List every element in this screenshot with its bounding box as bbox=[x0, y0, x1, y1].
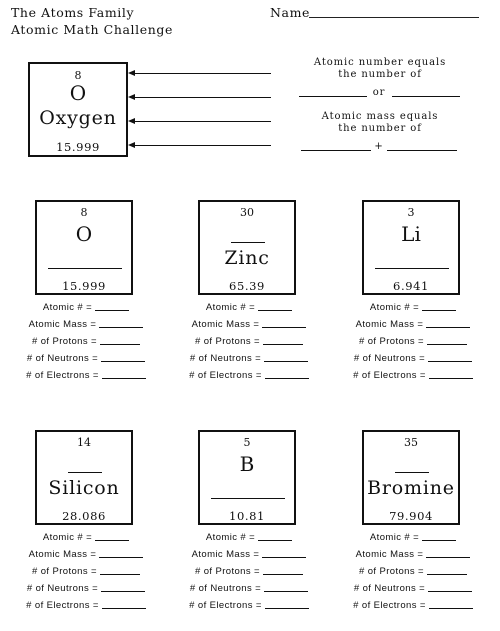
or-label: or bbox=[372, 87, 386, 98]
answer-blank[interactable] bbox=[428, 361, 472, 362]
element-box bbox=[362, 200, 460, 295]
question-row bbox=[32, 336, 140, 347]
atomic-number-note-line1: Atomic number equals bbox=[313, 57, 447, 68]
arrow-to-number bbox=[134, 73, 271, 74]
question-label: # of Neutrons = bbox=[353, 583, 426, 594]
element-atomic-mass: 65.39 bbox=[229, 279, 265, 293]
question-row bbox=[206, 302, 292, 313]
question-label: # of Protons = bbox=[31, 336, 97, 347]
worksheet-title: The Atoms Family bbox=[11, 5, 135, 20]
answer-blank[interactable] bbox=[422, 310, 456, 311]
answer-blank[interactable] bbox=[258, 540, 292, 541]
question-label: Atomic # = bbox=[205, 302, 256, 313]
question-label: Atomic # = bbox=[205, 532, 256, 543]
example-atomic-mass: 15.999 bbox=[56, 140, 100, 154]
example-element-box bbox=[28, 62, 128, 157]
atomic-mass-note-line1: Atomic mass equals bbox=[321, 111, 439, 122]
element-name: Zinc bbox=[224, 247, 270, 269]
element-symbol: O bbox=[75, 222, 93, 246]
element-atomic-number: 3 bbox=[407, 206, 415, 219]
question-row bbox=[206, 532, 292, 543]
element-name-blank[interactable] bbox=[375, 268, 449, 269]
question-label: Atomic # = bbox=[369, 302, 420, 313]
answer-blank[interactable] bbox=[427, 344, 467, 345]
element-atomic-number: 5 bbox=[243, 436, 251, 449]
answer-blank[interactable] bbox=[95, 310, 129, 311]
question-label: # of Protons = bbox=[358, 336, 424, 347]
question-label: # of Electrons = bbox=[26, 370, 99, 381]
example-atomic-number: 8 bbox=[74, 69, 82, 82]
question-label: # of Electrons = bbox=[353, 370, 426, 381]
question-row bbox=[370, 302, 456, 313]
atomic-mass-note bbox=[290, 111, 470, 135]
question-row bbox=[353, 370, 473, 381]
question-row bbox=[359, 566, 467, 577]
element-box bbox=[198, 430, 296, 525]
question-row bbox=[43, 532, 129, 543]
question-row bbox=[195, 566, 303, 577]
answer-blank[interactable] bbox=[265, 378, 309, 379]
element-symbol-blank[interactable] bbox=[68, 472, 102, 473]
question-label: # of Neutrons = bbox=[189, 353, 262, 364]
element-atomic-mass: 28.086 bbox=[62, 509, 106, 523]
question-label: # of Electrons = bbox=[353, 600, 426, 611]
name-blank-line[interactable] bbox=[309, 17, 479, 18]
question-label: Atomic # = bbox=[42, 532, 93, 543]
question-row bbox=[354, 583, 472, 594]
question-row bbox=[195, 336, 303, 347]
question-label: Atomic # = bbox=[42, 302, 93, 313]
element-box bbox=[198, 200, 296, 295]
question-row bbox=[190, 353, 308, 364]
answer-blank[interactable] bbox=[427, 574, 467, 575]
question-row bbox=[27, 353, 145, 364]
element-atomic-number: 35 bbox=[404, 436, 418, 449]
atomic-number-note bbox=[290, 57, 470, 81]
element-atomic-mass: 10.81 bbox=[229, 509, 265, 523]
question-row bbox=[370, 532, 456, 543]
element-symbol-blank[interactable] bbox=[395, 472, 429, 473]
answer-blank[interactable] bbox=[100, 344, 140, 345]
question-label: # of Electrons = bbox=[189, 370, 262, 381]
question-label: # of Electrons = bbox=[26, 600, 99, 611]
question-label: Atomic Mass = bbox=[191, 549, 260, 560]
element-atomic-number: 8 bbox=[80, 206, 88, 219]
element-name-blank[interactable] bbox=[48, 268, 122, 269]
element-box bbox=[35, 200, 133, 295]
question-row bbox=[353, 600, 473, 611]
atomic-number-blank-2[interactable] bbox=[392, 96, 460, 97]
element-name: Silicon bbox=[48, 477, 120, 499]
element-atomic-mass: 15.999 bbox=[62, 279, 106, 293]
plus-label: + bbox=[374, 141, 384, 152]
question-row bbox=[27, 583, 145, 594]
answer-blank[interactable] bbox=[264, 361, 308, 362]
element-atomic-number: 30 bbox=[240, 206, 254, 219]
answer-blank[interactable] bbox=[429, 608, 473, 609]
atomic-number-blank-1[interactable] bbox=[299, 96, 367, 97]
question-label: # of Neutrons = bbox=[189, 583, 262, 594]
answer-blank[interactable] bbox=[101, 361, 145, 362]
example-element-name: Oxygen bbox=[39, 107, 117, 129]
question-row bbox=[43, 302, 129, 313]
answer-blank[interactable] bbox=[263, 344, 303, 345]
question-label: # of Protons = bbox=[194, 566, 260, 577]
answer-blank[interactable] bbox=[258, 310, 292, 311]
element-symbol: B bbox=[239, 452, 255, 476]
question-row bbox=[356, 549, 471, 560]
question-row bbox=[29, 319, 144, 330]
atomic-number-note-line2: the number of bbox=[338, 69, 422, 80]
answer-blank[interactable] bbox=[428, 591, 472, 592]
question-label: # of Neutrons = bbox=[353, 353, 426, 364]
question-label: Atomic # = bbox=[369, 532, 420, 543]
question-row bbox=[32, 566, 140, 577]
question-row bbox=[354, 353, 472, 364]
question-label: Atomic Mass = bbox=[355, 549, 424, 560]
worksheet-subtitle: Atomic Math Challenge bbox=[11, 22, 173, 37]
element-box bbox=[35, 430, 133, 525]
question-label: # of Protons = bbox=[358, 566, 424, 577]
question-row bbox=[356, 319, 471, 330]
element-atomic-mass: 79.904 bbox=[389, 509, 433, 523]
question-label: # of Protons = bbox=[194, 336, 260, 347]
question-label: Atomic Mass = bbox=[28, 319, 97, 330]
question-row bbox=[192, 549, 307, 560]
answer-blank[interactable] bbox=[100, 574, 140, 575]
answer-blank[interactable] bbox=[99, 557, 143, 558]
answer-blank[interactable] bbox=[262, 557, 306, 558]
answer-blank[interactable] bbox=[262, 327, 306, 328]
answer-blank[interactable] bbox=[99, 327, 143, 328]
arrow-to-name bbox=[134, 121, 271, 122]
question-row bbox=[26, 370, 146, 381]
answer-blank[interactable] bbox=[95, 540, 129, 541]
answer-blank[interactable] bbox=[102, 608, 146, 609]
question-label: # of Neutrons = bbox=[26, 583, 99, 594]
answer-blank[interactable] bbox=[264, 591, 308, 592]
question-row bbox=[189, 600, 309, 611]
element-name: Bromine bbox=[367, 477, 455, 499]
question-label: # of Protons = bbox=[31, 566, 97, 577]
question-row bbox=[359, 336, 467, 347]
question-label: Atomic Mass = bbox=[355, 319, 424, 330]
question-label: # of Electrons = bbox=[189, 600, 262, 611]
question-row bbox=[192, 319, 307, 330]
question-label: # of Neutrons = bbox=[26, 353, 99, 364]
atomic-mass-note-line2: the number of bbox=[338, 123, 422, 134]
arrow-to-mass bbox=[134, 145, 271, 146]
element-box bbox=[362, 430, 460, 525]
answer-blank[interactable] bbox=[101, 591, 145, 592]
question-row bbox=[189, 370, 309, 381]
question-label: Atomic Mass = bbox=[191, 319, 260, 330]
answer-blank[interactable] bbox=[426, 557, 470, 558]
question-row bbox=[190, 583, 308, 594]
arrow-to-symbol bbox=[134, 97, 271, 98]
atomic-mass-blank-1[interactable] bbox=[301, 150, 371, 151]
example-element-symbol: O bbox=[69, 81, 87, 105]
answer-blank[interactable] bbox=[263, 574, 303, 575]
answer-blank[interactable] bbox=[426, 327, 470, 328]
answer-blank[interactable] bbox=[429, 378, 473, 379]
question-label: Atomic Mass = bbox=[28, 549, 97, 560]
answer-blank[interactable] bbox=[102, 378, 146, 379]
answer-blank[interactable] bbox=[265, 608, 309, 609]
element-atomic-number: 14 bbox=[77, 436, 91, 449]
question-row bbox=[29, 549, 144, 560]
atomic-mass-blank-2[interactable] bbox=[387, 150, 457, 151]
element-name-blank[interactable] bbox=[211, 498, 285, 499]
name-label: Name bbox=[270, 5, 311, 20]
element-symbol-blank[interactable] bbox=[231, 242, 265, 243]
element-symbol: Li bbox=[401, 222, 421, 246]
question-row bbox=[26, 600, 146, 611]
answer-blank[interactable] bbox=[422, 540, 456, 541]
element-atomic-mass: 6.941 bbox=[393, 279, 429, 293]
